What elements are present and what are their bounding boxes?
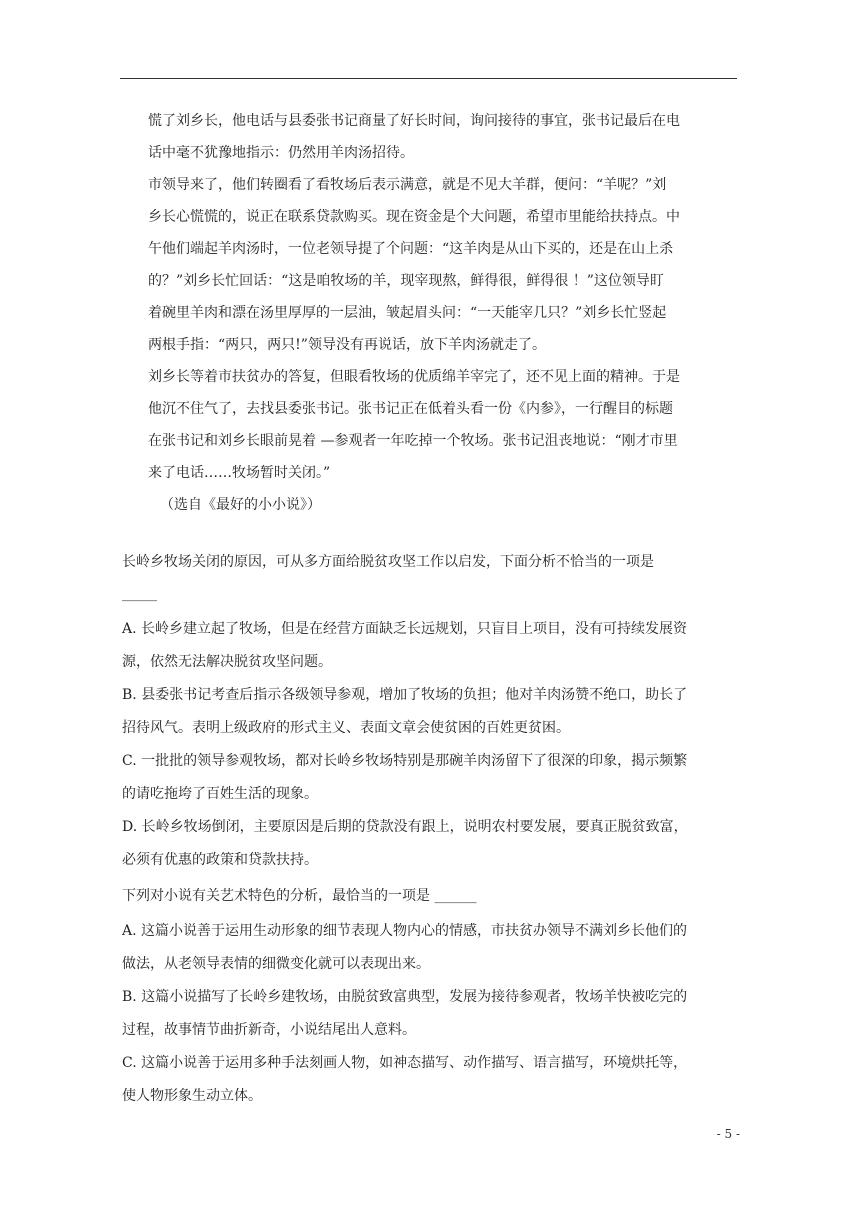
text-line: 午他们端起羊肉汤时，一位老领导提了个问题：“这羊肉是从山下买的，还是在山上杀 [148,241,674,257]
text-line: 市领导来了，他们转圈看了看牧场后表示满意，就是不见大羊群，便问：“羊呢？”刘 [148,177,667,193]
passage-paragraph-3 [148,361,742,489]
passage-source: （选自《最好的小小说》） [160,497,321,513]
passage-paragraph-1 [148,105,742,169]
question-2-option-c: C. 这篇小说善于运用多种手法刻画人物，如神态描写、动作描写、语言描写，环境烘托等， 使人物形象生动立体。 [122,1055,688,1104]
question-2-option-a: A. 这篇小说善于运用生动形象的细节表现人物内心的情感，市扶贫办领导不满刘乡长他们的 做法，从老领导表情的细微变化就可以表现出来。 [122,923,688,972]
question-1-option-d: D. 长岭乡牧场倒闭，主要原因是后期的贷款没有跟上，说明农村要发展，要真正脱贫致富， 必须有优惠的政策和贷款扶持。 [122,819,688,868]
text-line: 在张书记和刘乡长眼前晃着 —参观者一年吃掉一个牧场。张书记沮丧地说：“刚才市里 [148,433,678,449]
question-1-option-c: C. 一批批的领导参观牧场，都对长岭乡牧场特别是那碗羊肉汤留下了很深的印象，揭示频繁 的请吃拖垮了百姓生活的现象。 [122,753,688,802]
question-2-option-b: B. 这篇小说描写了长岭乡建牧场，由脱贫致富典型，发展为接待参观者，牧场羊快被吃完的 过程，故事情节曲折新奇，小说结尾出人意料。 [122,989,688,1038]
question-1-answer-blank: _____ [122,586,157,602]
header-rule [120,78,737,79]
text-line: 乡长心慌慌的，说正在联系贷款购买。现在资金是个大问题，希望市里能给扶持点。中 [148,209,680,225]
question-2-stem: 下列对小说有关艺术特色的分析，最恰当的一项是 ______ [122,888,477,904]
text-line: 着碗里羊肉和漂在汤里厚厚的一层油，皱起眉头问：“一天能宰几只？”刘乡长忙竖起 [148,305,667,321]
text-line: 刘乡长等着市扶贫办的答复，但眼看牧场的优质绵羊宰完了，还不见上面的精神。于是 [148,369,680,385]
page-number: - 5 - [716,1127,740,1141]
question-1-stem: 长岭乡牧场关闭的原因，可从多方面给脱贫攻坚工作以启发，下面分析不恰当的一项是 [122,554,654,570]
passage-paragraph-2 [148,169,742,361]
text-line: 来了电话……牧场暂时关闭。” [148,465,331,481]
text-line: 的？”刘乡长忙回话：“这是咱牧场的羊，现宰现熬，鲜得很，鲜得很 ！”这位领导盯 [148,273,664,289]
question-1-option-b: B. 县委张书记考查后指示各级领导参观，增加了牧场的负担；他对羊肉汤赞不绝口，助长了 招待风气。表明上级政府的形式主义、表面文章会使贫困的百姓更贫困。 [122,687,688,736]
text-line: 他沉不住气了，去找县委张书记。张书记正在低着头看一份《内参》，一行醒目的标题 [148,401,673,417]
question-1-option-a: A. 长岭乡建立起了牧场，但是在经营方面缺乏长远规划，只盲目上项目，没有可持续发展资 源，依然无法解决脱贫攻坚问题。 [122,621,688,670]
text-line: 两根手指：“两只，两只!”领导没有再说话，放下羊肉汤就走了。 [148,337,546,353]
text-line: 话中毫不犹豫地指示：仍然用羊肉汤招待。 [148,145,414,161]
text-line: 慌了刘乡长，他电话与县委张书记商量了好长时间，询问接待的事宜，张书记最后在电 [148,113,680,129]
